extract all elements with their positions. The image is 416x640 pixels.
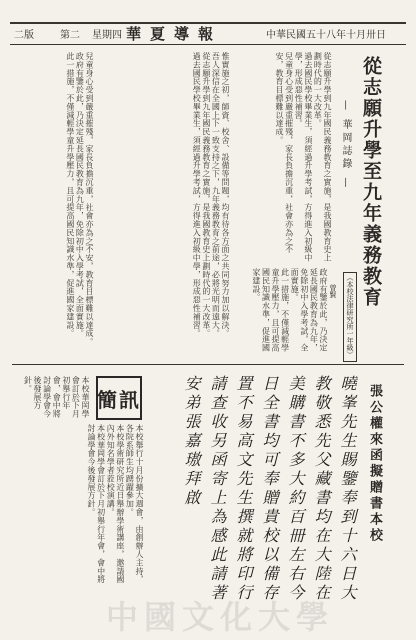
article-paragraph: 吾人深信在全國上下一致支持之下，九年義務教育之前途，必將光明而遠大。	[211, 52, 221, 338]
author-note: （本校法律研究所一年級）	[343, 272, 357, 362]
article-paragraph: 從志願升學到九年國民義務教育之實施，是我國教育史上劃時代的一大改革。	[313, 52, 332, 262]
news-item: 本校學術研究所近日舉辦學術講座，邀請國內外知名學者蒞校演講。	[106, 424, 125, 584]
article-paragraph: 兒童身心受到嚴重摧殘，家長負擔沉重，社會亦為之不安，教育目標難以達成。	[275, 52, 294, 254]
article-paragraph: 此一措施，不僅減輕學童升學壓力，且可提高國民知識水準，促進國家建設。	[65, 52, 75, 338]
masthead	[10, 22, 406, 45]
jianxun-items	[14, 424, 144, 588]
article-headline: 從志願升學至九年義務教育	[360, 56, 382, 308]
news-item: 本校華岡學會訂於下月初舉行年會，會中將討論學會今後發展方針。	[87, 424, 106, 584]
weekday: 星期四	[92, 30, 122, 41]
calligraphy-letter: 曉峯先生賜鑒奉到十六日大教敬悉先父藏書均在大陸在美購書不多大約百冊左右今日全書均可奉贈貴校以備存置不易高文先生撰就將印行請查收另函寄上為感此請著安弟張嘉璈拜啟	[182, 375, 357, 603]
article-paragraph: 過去國民學校畢業生，須經過升學考試，方得進入初級中學，形成惡性補習。	[192, 52, 202, 338]
issue-date: 中華民國五十八年十月卅日	[266, 30, 386, 41]
article-paragraph: 兒童身心受到嚴重摧殘，家長負擔沉重，社會亦為之不安，教育目標難以達成。	[85, 52, 94, 346]
article-body-block-3	[100, 52, 230, 358]
article-paragraph: 過去國民學校畢業生，須經過升學考試，方得進入初級中學，形成惡性補習。	[294, 52, 313, 262]
watermark: 中國文化大學	[105, 598, 334, 636]
article-body-block-4	[14, 52, 94, 358]
article-author: 曾賢	[329, 284, 337, 298]
article-paragraph: 從志願升學到九年國民義務教育之實施，是我國教育史上劃時代的一大改革。	[201, 52, 211, 338]
news-item: 本校舉行十月份擴大週會，由創辦人主持，各院系師生均踴躍參加。	[125, 424, 144, 584]
page-label: 二版	[14, 30, 34, 41]
section-divider	[12, 364, 404, 365]
article-paragraph: 政府有鑒於此，乃決定延長國民教育為九年，免除初中入學考試，全面實施。	[290, 268, 328, 352]
article-body-block-2	[236, 268, 328, 358]
article-paragraph: 政府有鑒於此，乃決定延長國民教育為九年，免除初中入學考試，全面實施。	[75, 52, 85, 338]
letter-title: 張公權來函擬贈書本校	[367, 384, 382, 544]
jianxun-items-upper	[14, 376, 90, 422]
article-body-block-1	[236, 52, 332, 262]
news-item: 本校華岡學會訂於下月初舉行年會，會中將討論學會今後發展方針。	[23, 376, 90, 418]
article-paragraph: 惟實施之初，師資、校舍、設備等問題，均有待各方面之共同努力加以解決。	[221, 52, 230, 338]
article-paragraph: 此一措施，不僅減輕學童升學壓力，且可提高國民知識水準，促進國家建設。	[251, 268, 290, 352]
newspaper-title: 華夏導報	[126, 25, 223, 43]
issue-number: 第二	[60, 30, 80, 41]
jianxun-title: 簡訊	[97, 388, 141, 412]
article-byline: — 華岡誌錄 —	[340, 100, 351, 191]
